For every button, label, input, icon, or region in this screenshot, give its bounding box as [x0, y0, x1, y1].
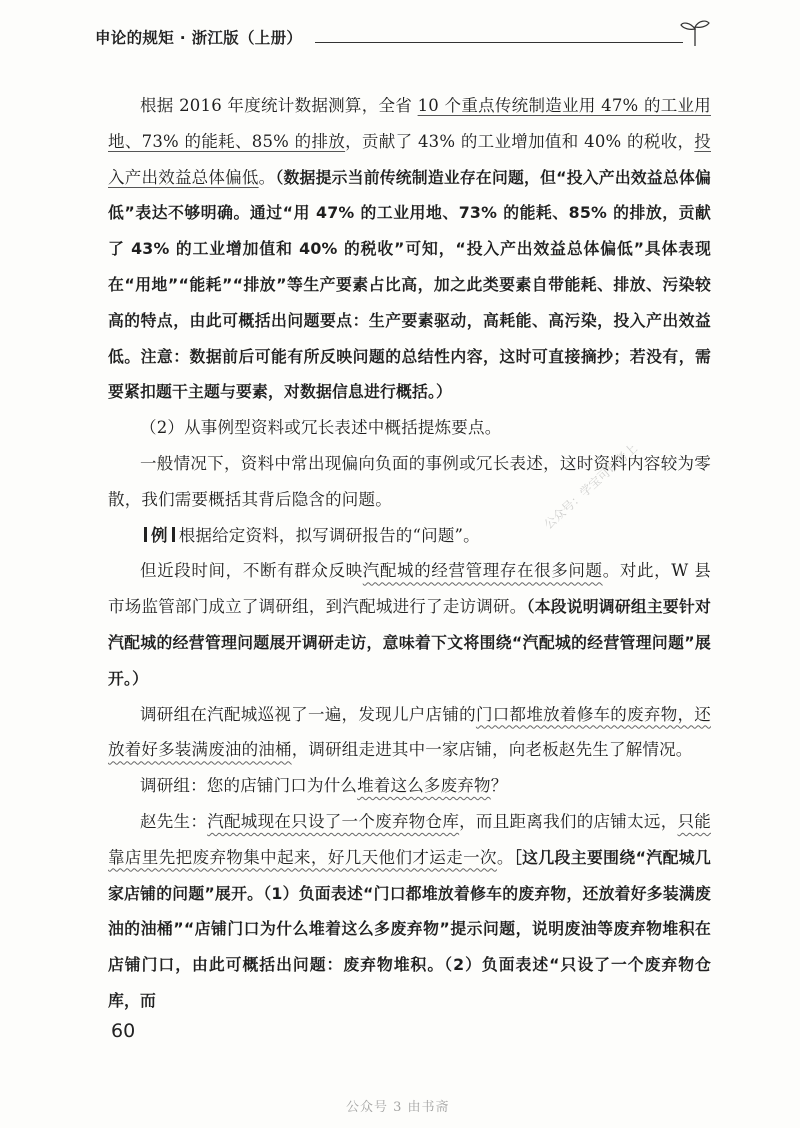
wavy-underlined-text: 门口都堆放着修车的废弃物，还放着好多装满废油的油桶	[108, 704, 711, 760]
wavy-underlined-text: 只能靠店里先把废弃物集中起来，好几天他们才运走一次	[108, 811, 711, 867]
paragraph-material-2: 调研组在汽配城巡视了一遍，发现儿户店铺的门口都堆放着修车的废弃物，还放着好多装满废油的油桶，调研组走进其中一家店铺，向老板赵先生了解情况。	[108, 704, 711, 760]
analysis-note: （数据提示当前传统制造业存在问题，但“投入产出效益总体偏低”表达不够明确。通过“用 47% 的工业用地、73% 的能耗、85% 的排放，贡献了 43% 的工业增加值和 40% 的税收”可知，“投入产出效益总体偏低”具体表现在“用地”“能耗”“排放”等生产要素占比高，加之此类要素自带能耗、排放、污染较高的特点，由此可概括出问题要点：生产要素驱动，高耗能、高污染，投入产出效益低。注意：数据前后可能有所反映问题的总结性内容，这时可直接摘抄；若没有，需要紧扣题干主题与要素，对数据信息进行概括。）	[108, 167, 711, 402]
paragraph-dialogue-answer: 赵先生：汽配城现在只设了一个废弃物仓库，而且距离我们的店铺太远，只能靠店里先把废弃物集中起来，好几天他们才运走一次。［这几段主要围绕“汽配城几家店铺的问题”展开。（1）负面表述“门口都堆放着修车的废弃物，还放着好多装满废油的油桶”“店铺门口为什么堆着这么多废弃物”提示问题，说明废油等废弃物堆积在店铺门口，由此可概括出问题：废弃物堆积。（2）负面表述“只设了一个废弃物仓库，而	[108, 811, 711, 1010]
example-label: 例	[151, 525, 168, 545]
wavy-underlined-text: 堆着这么多废弃物	[357, 776, 491, 796]
example-bar-left	[144, 527, 147, 542]
book-title: 申论的规矩 · 浙江版（上册）	[95, 29, 303, 47]
page-number: 60	[111, 1020, 136, 1042]
footer-stamp: 公众号 3 由书斋	[346, 1100, 450, 1115]
example-line	[108, 518, 711, 554]
example-bar-right	[172, 527, 175, 542]
sprout-icon	[678, 18, 712, 48]
example-text: 根据给定资料，拟写调研报告的“问题”。	[178, 525, 480, 545]
analysis-note: ［这几段主要围绕“汽配城几家店铺的问题”展开。（1）负面表述“门口都堆放着修车的废弃物，还放着好多装满废油的油桶”“店铺门口为什么堆着这么多废弃物”提示问题，说明废油等废弃物堆积在店铺门口，由此可概括出问题：废弃物堆积。（2）负面表述“只设了一个废弃物仓库，而	[108, 847, 711, 1010]
analysis-note: （本段说明调研组主要针对汽配城的经营管理问题展开调研走访，意味着下文将围绕“汽配城的经营管理问题”展开。）	[108, 597, 711, 688]
paragraph-intro: 一般情况下，资料中常出现偏向负面的事例或冗长表述，这时资料内容较为零散，我们需要概括其背后隐含的问题。	[108, 453, 711, 509]
underlined-text: 10 个重点传统制造业用 47% 的工业用地、73% 的能耗、85% 的排放	[108, 96, 711, 151]
page-body	[108, 88, 711, 1019]
watermark: 公众号：学宝可以考上	[541, 441, 640, 532]
underlined-text: 投入产出效益总体偏低	[108, 131, 711, 187]
wavy-underlined-text: 汽配城现在只设了一个废弃物仓库	[207, 811, 460, 831]
paragraph-material-1: 但近段时间，不断有群众反映汽配城的经营管理存在很多问题。对此，W 县市场监管部门成立了调研组，到汽配城进行了走访调研。（本段说明调研组主要针对汽配城的经营管理问题展开调研走访，意味着下文将围绕“汽配城的经营管理问题”展开。）	[108, 561, 711, 688]
page-header	[95, 26, 705, 58]
wavy-underlined-text: 汽配城的经营管理存在很多问题	[362, 561, 603, 581]
header-rule	[315, 42, 683, 43]
paragraph-data: 根据 2016 年度统计数据测算，全省 10 个重点传统制造业用 47% 的工业用地、73% 的能耗、85% 的排放，贡献了 43% 的工业增加值和 40% 的税收，投入产出效益总体偏低。（数据提示当前传统制造业存在问题，但“投入产出效益总体偏低”表达不够明确。通过“用 47% 的工业用地、73% 的能耗、85% 的排放，贡献了 43% 的工业增加值和 40% 的税收”可知，“投入产出效益总体偏低”具体表现在“用地”“能耗”“排放”等生产要素占比高，加之此类要素自带能耗、排放、污染较高的特点，由此可概括出问题要点：生产要素驱动，高耗能、高污染，投入产出效益低。注意：数据前后可能有所反映问题的总结性内容，这时可直接摘抄；若没有，需要紧扣题干主题与要素，对数据信息进行概括。）	[108, 96, 711, 402]
paragraph-dialogue-question: 调研组：您的店铺门口为什么堆着这么多废弃物？	[140, 776, 508, 796]
section-heading: （2）从事例型资料或冗长表述中概括提炼要点。	[140, 418, 502, 438]
